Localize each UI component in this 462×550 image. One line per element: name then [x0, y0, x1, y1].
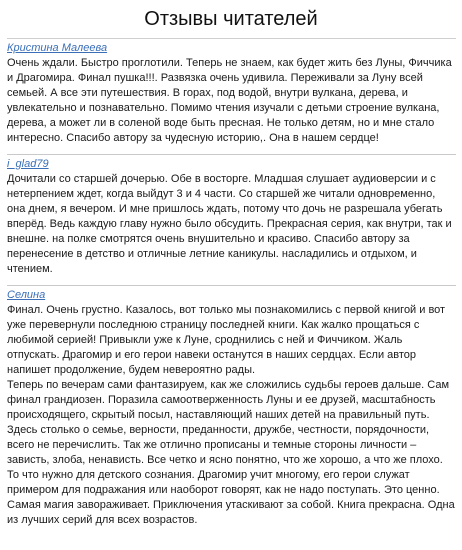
review-author-link[interactable]: Кристина Малеева: [7, 42, 108, 54]
page-title: Отзывы читателей: [144, 8, 318, 30]
review-author-link[interactable]: Селина: [7, 289, 46, 301]
reviews-list: [7, 38, 456, 528]
review-item: [7, 285, 456, 528]
review-text: Очень ждали. Быстро проглотили. Теперь не знаем, как будет жить без Луны, Фиччика и Драгомира. Финал пушка!!!. Развязка очень удивила. Переживали за Луну всей семьей. А все эти путешествия. В горах, под водой, внутри вулкана, дерева, и увлекательно и познавательно. Помимо чтения изучали с детьми строение вулкана, дерева, а может ли в соленой воде быть пресная. Не только детям, но и мне стало интересно. Спасибо автору за чудесную историю,. Она в нашем сердце!: [7, 57, 452, 144]
review-item: [7, 38, 456, 146]
review-text: Дочитали со старшей дочерью. Обе в восторге. Младшая слушает аудиоверсии и с нетерпением ждет, когда выйдут 3 и 4 части. Со старшей же читали одновременно, она днем, я вечером. И мне пришлось ждать, потому что дочь не разрешала убегать вперёд. Ведь каждую главу нужно было обсудить. Прекрасная серия, как внутри, так и внешне. на полке смотрятся очень внушительно и красиво. Спасибо автору за перенесение в детство и отличные летние каникулы. насладились и отдыхом, и чтением.: [7, 173, 452, 275]
review-author-link[interactable]: i_glad79: [7, 158, 49, 170]
review-item: [7, 154, 456, 277]
review-text: Финал. Очень грустно. Казалось, вот только мы познакомились с первой книгой и вот уже перевернули последнюю страницу последней книги. Как жалко прощаться с любимой серией! Привыкли уже к Луне, сроднились с ней и Фиччиком. Жаль отпускать. Драгомир и его герои навеки останутся в наших сердцах. Если автор напишет продолжение, будем невероятно рады. Теперь по вечерам сами фантазируем, как же сложились судьбы героев дальше. Сам финал грандиозен. Поразила самоотверженность Луны и ее друзей, масштабность происходящего, скрытый посыл, наставляющий наших детей на правильный путь. Здесь столько о семье, верности, преданности, дружбе, честности, порядочности, всего не перечислить. Так же отлично прописаны и темные стороны личности – зависть, злоба, ненависть. Все четко и ясно понятно, что же хорошо, а что же плохо. То что нужно для детского сознания. Драгомир учит многому, его герои служат примером для подражания или наоборот говорят, как не надо поступать. Это ценно. Самая магия завораживает. Приключения утаскивают за собой. Книга прекрасна. Одна из лучших серий для всех возрастов.: [7, 304, 455, 526]
